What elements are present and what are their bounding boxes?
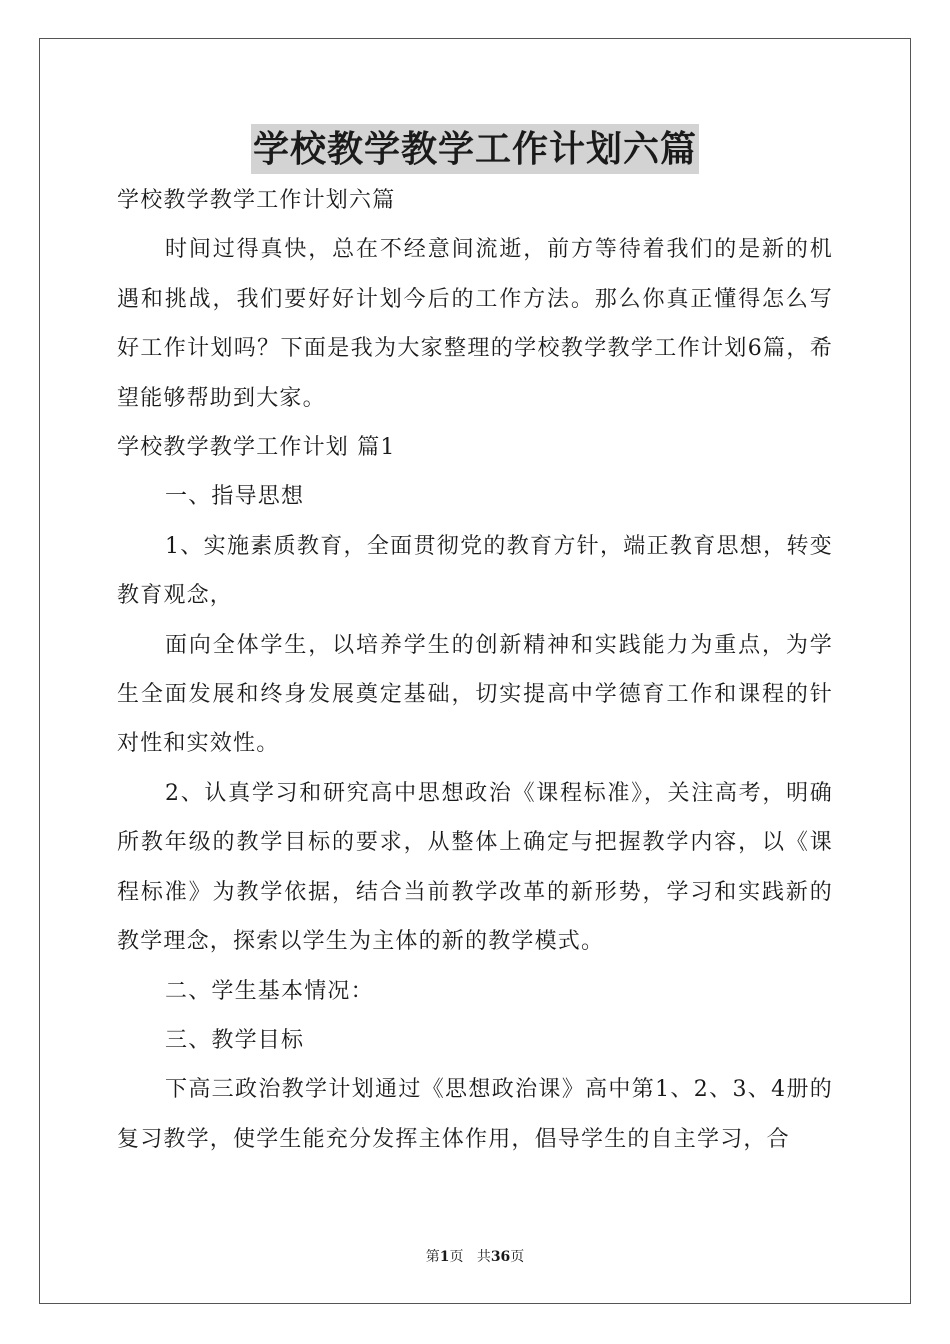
document-title: 学校教学教学工作计划六篇 bbox=[251, 124, 699, 174]
page-prefix: 第 bbox=[425, 1249, 440, 1265]
total-prefix: 共 bbox=[476, 1249, 491, 1265]
paragraph: 学校教学教学工作计划 篇1 bbox=[117, 435, 396, 461]
paragraph: 1、实施素质教育，全面贯彻党的教育方针，端正教育思想，转变教育观念， bbox=[117, 533, 833, 609]
paragraph: 2、认真学习和研究高中思想政治《课程标准》，关注高考，明确所教年级的教学目标的要求，从整体上确定与把握教学内容，以《课程标准》为教学依据，结合当前教学改革的新形势，学习和实践新的教学理念，探索以学生为主体的新的教学模式。 bbox=[117, 780, 833, 955]
paragraph: 下高三政治教学计划通过《思想政治课》高中第1、2、3、4册的复习教学，使学生能充分发挥主体作用，倡导学生的自主学习，合 bbox=[117, 1077, 833, 1152]
paragraph: 一、指导思想 bbox=[165, 484, 305, 510]
paragraph: 三、教学目标 bbox=[165, 1027, 305, 1053]
current-page-number: 1 bbox=[439, 1249, 450, 1265]
page-footer bbox=[0, 1247, 950, 1267]
paragraph: 二、学生基本情况： bbox=[165, 978, 374, 1004]
paragraph: 学校教学教学工作计划六篇 bbox=[117, 188, 396, 213]
page-suffix: 页 bbox=[449, 1249, 464, 1265]
title-container bbox=[0, 124, 950, 174]
total-page-number: 36 bbox=[490, 1249, 511, 1265]
total-suffix: 页 bbox=[510, 1249, 525, 1265]
paragraph: 时间过得真快，总在不经意间流逝，前方等待着我们的是新的机遇和挑战，我们要好好计划今后的工作方法。那么你真正懂得怎么写好工作计划吗？下面是我为大家整理的学校教学教学工作计划6篇，希望能够帮助到大家。 bbox=[117, 237, 833, 411]
document-body bbox=[117, 176, 833, 1164]
paragraph: 面向全体学生，以培养学生的创新精神和实践能力为重点，为学生全面发展和终身发展奠定基础，切实提高中学德育工作和课程的针对性和实效性。 bbox=[117, 632, 833, 757]
